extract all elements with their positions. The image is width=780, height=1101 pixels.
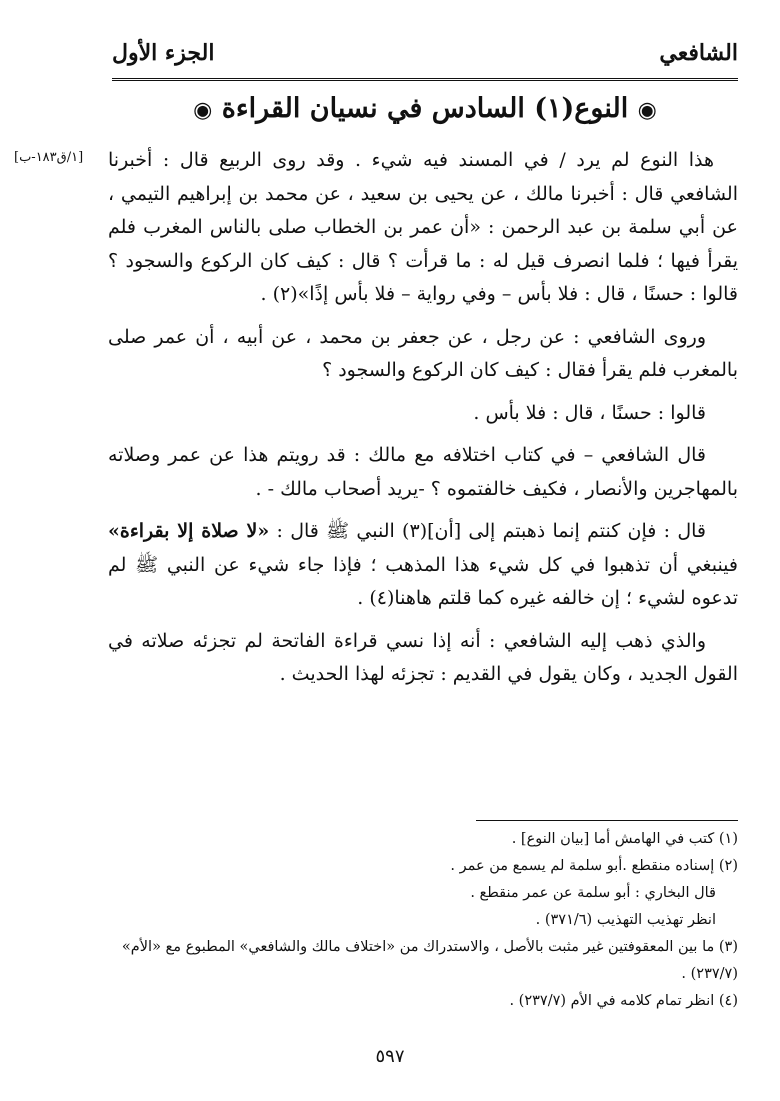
paragraph-text: فينبغي أن تذهبوا في كل شيء هذا المذهب ؛ فإذا جاء شيء عن النبي ﷺ لم تدعوه لشيء ؛ إن خالفه غيره كما قلتم هاهنا(٤) .: [108, 553, 738, 609]
footnotes: [112, 826, 738, 1015]
footnote: انظر تهذيب التهذيب (٣٧١/٦) .: [535, 912, 716, 928]
page-number: ٥٩٧: [375, 1046, 405, 1067]
footnote: (٢) إسناده منقطع .أبو سلمة لم يسمع من عمر .: [450, 858, 738, 874]
paragraph: والذي ذهب إليه الشافعي : أنه إذا نسي قراءة الفاتحة لم تجزئه صلاته في القول الجديد ، وكان يقول في القديم : تجزئه لهذا الحديث .: [108, 629, 738, 685]
ornament-left-icon: ◉: [193, 96, 213, 123]
paragraph: وروى الشافعي : عن رجل ، عن جعفر بن محمد ، عن أبيه ، أن عمر صلى بالمغرب فلم يقرأ فقال : كيف كان الركوع والسجود ؟: [108, 325, 738, 381]
paragraph: قالوا : حسنًا ، قال : فلا بأس .: [473, 401, 706, 424]
manuscript-folio-note: [١/ق١٨٣-ب]: [14, 150, 84, 165]
main-text: [108, 144, 738, 701]
ornament-right-icon: ◉: [637, 96, 657, 123]
header-volume-title: الجزء الأول: [112, 40, 215, 66]
hadith-quote: «لا صلاة إلا بقراءة»: [108, 520, 270, 542]
chapter-title: [112, 86, 738, 132]
paragraph: [108, 515, 738, 616]
footnote: (١) كتب في الهامش أما [بيان النوع] .: [511, 831, 738, 847]
running-header: [112, 36, 738, 76]
paragraph: قال الشافعي – في كتاب اختلافه مع مالك : قد رويتم هذا عن عمر وصلاته بالمهاجرين والأنصار ، فكيف خالفتموه ؟ -يريد أصحاب مالك - .: [108, 444, 738, 500]
paragraph-text: قال : فإن كنتم إنما ذهبتم إلى [أن](٣) النبي ﷺ قال :: [269, 520, 707, 542]
footnote: (٣) ما بين المعقوفتين غير مثبت بالأصل ، والاستدراك من «اختلاف مالك والشافعي» المطبوع مع «الأم» (٢٣٧/٧) .: [121, 939, 738, 982]
header-divider: [112, 78, 738, 81]
chapter-title-text: النوع(١) السادس في نسيان القراءة: [221, 93, 629, 124]
footnote: قال البخاري : أبو سلمة عن عمر منقطع .: [470, 885, 716, 901]
header-book-title: الشافعي: [659, 40, 738, 66]
footnote: (٤) انظر تمام كلامه في الأم (٢٣٧/٧) .: [509, 993, 738, 1009]
footnote-divider: [476, 820, 738, 821]
paragraph: هذا النوع لم يرد / في المسند فيه شيء . وقد روى الربيع قال : أخبرنا الشافعي قال : أخبرنا مالك ، عن يحيى بن سعيد ، عن محمد بن إبراهيم التيمي ، عن أبي سلمة بن عبد الرحمن : «أن عمر بن الخطاب صلى بالناس المغرب فلم يقرأ فيها ؛ فلما انصرف قيل له : ما قرأت ؟ قال : كيف كان الركوع والسجود ؟ قالوا : حسنًا ، قال : فلا بأس – وفي رواية – فلا بأس إذًا»(٢) .: [108, 149, 738, 305]
